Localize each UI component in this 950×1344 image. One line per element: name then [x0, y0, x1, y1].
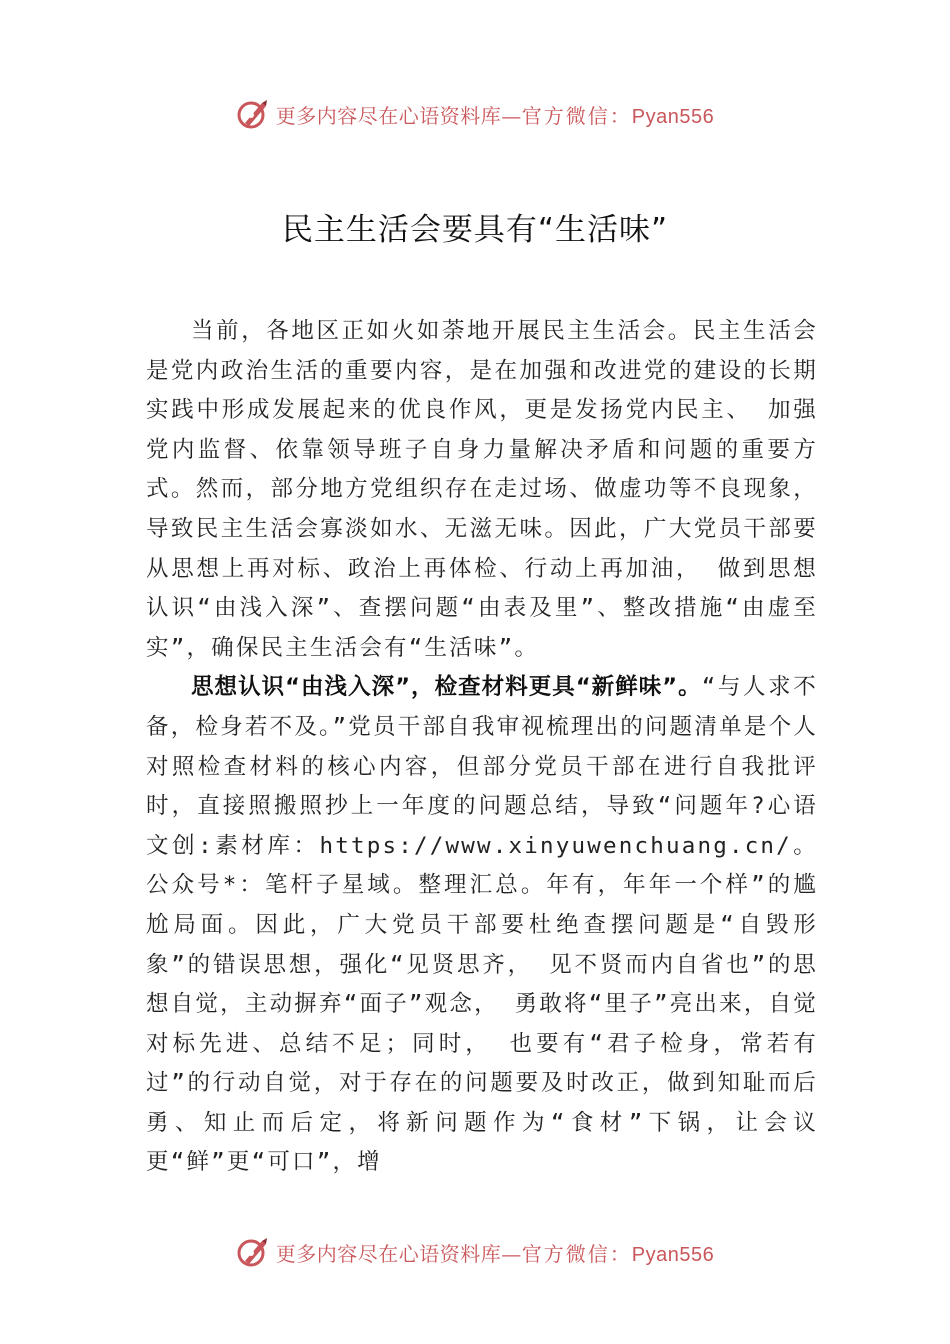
- paragraph-lead: 思想认识“由浅入深”，检查材料更具“新鲜味”。: [191, 674, 702, 701]
- article-body: [146, 312, 818, 1183]
- paragraph-2: 思想认识“由浅入深”，检查材料更具“新鲜味”。“与人求不备，检身若不及。”党员干部自我审视梳理出的问题清单是个人对照检查材料的核心内容，但部分党员干部在进行自我批评时，直接照搬照抄上一年度的问题总结，导致“问题年?心语文创:素材库：https://www.xinyuwenchuang.cn/。公众号*：笔杆子星域。整理汇总。年有，年年一个样”的尴尬局面。因此，广大党员干部要杜绝查摆问题是“自毁形象”的错误思想，强化“见贤思齐， 见不贤而内自省也”的思想自觉，主动摒弃“面子”观念， 勇敢将“里子”亮出来，自觉对标先进、总结不足；同时， 也要有“君子检身，常若有过”的行动自觉，对于存在的问题要及时改正，做到知耻而后勇、知止而后定，将新问题作为“食材”下锅，让会议更“鲜”更“可口”，增: [146, 674, 819, 1176]
- watermark-text: 更多内容尽在心语资料库—官方微信：Pyan556: [275, 1241, 715, 1266]
- pen-logo-icon: [236, 1235, 270, 1269]
- watermark-header: [0, 94, 950, 134]
- pen-logo-icon: [236, 97, 270, 131]
- watermark-footer: [0, 1232, 950, 1272]
- page-title: 民主生活会要具有“生活味”: [281, 212, 669, 248]
- watermark-text: 更多内容尽在心语资料库—官方微信：Pyan556: [275, 103, 715, 128]
- paragraph-1: 当前，各地区正如火如荼地开展民主生活会。民主生活会是党内政治生活的重要内容，是在加强和改进党的建设的长期实践中形成发展起来的优良作风，更是发扬党内民主、 加强党内监督、依靠领导班子自身力量解决矛盾和问题的重要方式。然而，部分地方党组织存在走过场、做虚功等不良现象，导致民主生活会寡淡如水、无滋无味。因此，广大党员干部要从思想上再对标、政治上再体检、行动上再加油， 做到思想认识“由浅入深”、查摆问题“由表及里”、整改措施“由虚至实”，确保民主生活会有“生活味”。: [146, 318, 818, 661]
